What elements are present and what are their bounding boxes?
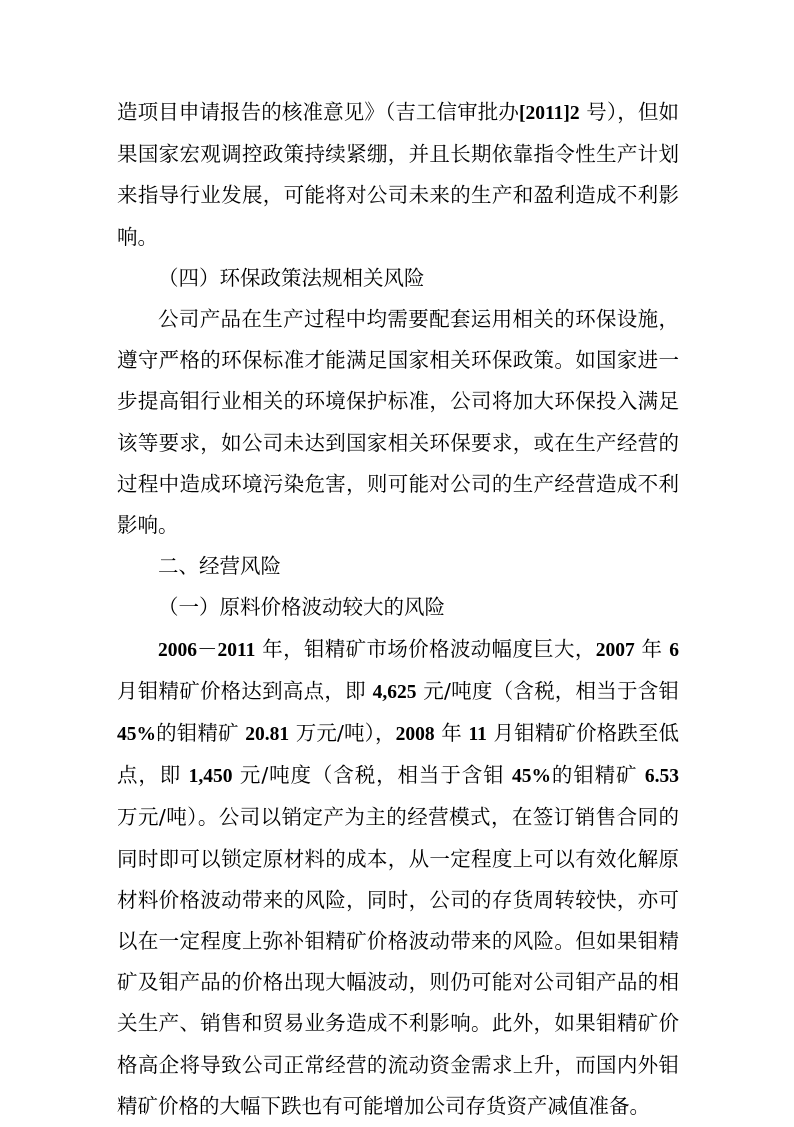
heading-section-two-operating-risk: 二、经营风险 xyxy=(158,554,281,579)
numeric-run: [2011] xyxy=(519,103,570,124)
numeric-run: 45% xyxy=(511,766,551,788)
heading-raw-material-price-risk: （一）原料价格波动较大的风险 xyxy=(158,595,445,620)
numeric-run: 4,625 xyxy=(372,681,417,703)
heading-environmental-policy-risk: （四）环保政策法规相关风险 xyxy=(158,265,425,290)
numeric-run: 20.81 xyxy=(245,724,290,746)
numeric-run: 2011 xyxy=(217,639,256,661)
numeric-run: 6 xyxy=(669,639,679,661)
numeric-run: 2007 xyxy=(595,639,635,661)
paragraph-policy-risk-continued: 造项目申请报告的核准意见》（吉工信审批办[2011]2 号），但如果国家宏观调控政策持续紧绷，并且长期依靠指令性生产计划来指导行业发展，可能将对公司未来的生产和盈利造成不利影响。 xyxy=(117,100,679,249)
numeric-run: 6.53 xyxy=(644,766,679,788)
document-body xyxy=(117,92,679,1127)
paragraph-environmental-policy-body: 公司产品在生产过程中均需要配套运用相关的环保设施，遵守严格的环保标准才能满足国家相关环保政策。如国家进一步提高钼行业相关的环境保护标准，公司将加大环保投入满足该等要求，如公司未达到国家相关环保要求，或在生产经营的过程中造成环境污染危害，则可能对公司的生产经营造成不利影响。 xyxy=(117,307,679,538)
paragraph-raw-material-price-body: 2006－2011 年，钼精矿市场价格波动幅度巨大，2007 年 6 月钼精矿价格达到高点，即 4,625 元/吨度（含税，相当于含钼 45%的钼精矿 20.81 万元/吨），2008 年 11 月钼精矿价格跌至低点，即 1,450 元/吨度（含税，相当于含钼 45%的钼精矿 6.53 万元/吨）。公司以销定产为主的经营模式，在签订销售合同的同时即可以锁定原材料的成本，从一定程度上可以有效化解原材料价格波动带来的风险，同时，公司的存货周转较快，亦可以在一定程度上弥补钼精矿价格波动带来的风险。但如果钼精矿及钼产品的价格出现大幅波动，则仍可能对公司钼产品的相关生产、销售和贸易业务造成不利影响。此外，如果钼精矿价格高企将导致公司正常经营的流动资金需求上升，而国内外钼精矿价格的大幅下跌也有可能增加公司存货资产减值准备。 xyxy=(117,636,679,1118)
numeric-run: 11 xyxy=(468,724,487,746)
numeric-run: 2 xyxy=(569,103,580,124)
numeric-run: 2006 xyxy=(158,639,197,661)
numeric-run: 1,450 xyxy=(188,766,233,788)
numeric-run: 45% xyxy=(117,724,156,746)
numeric-run: 2008 xyxy=(395,724,435,746)
